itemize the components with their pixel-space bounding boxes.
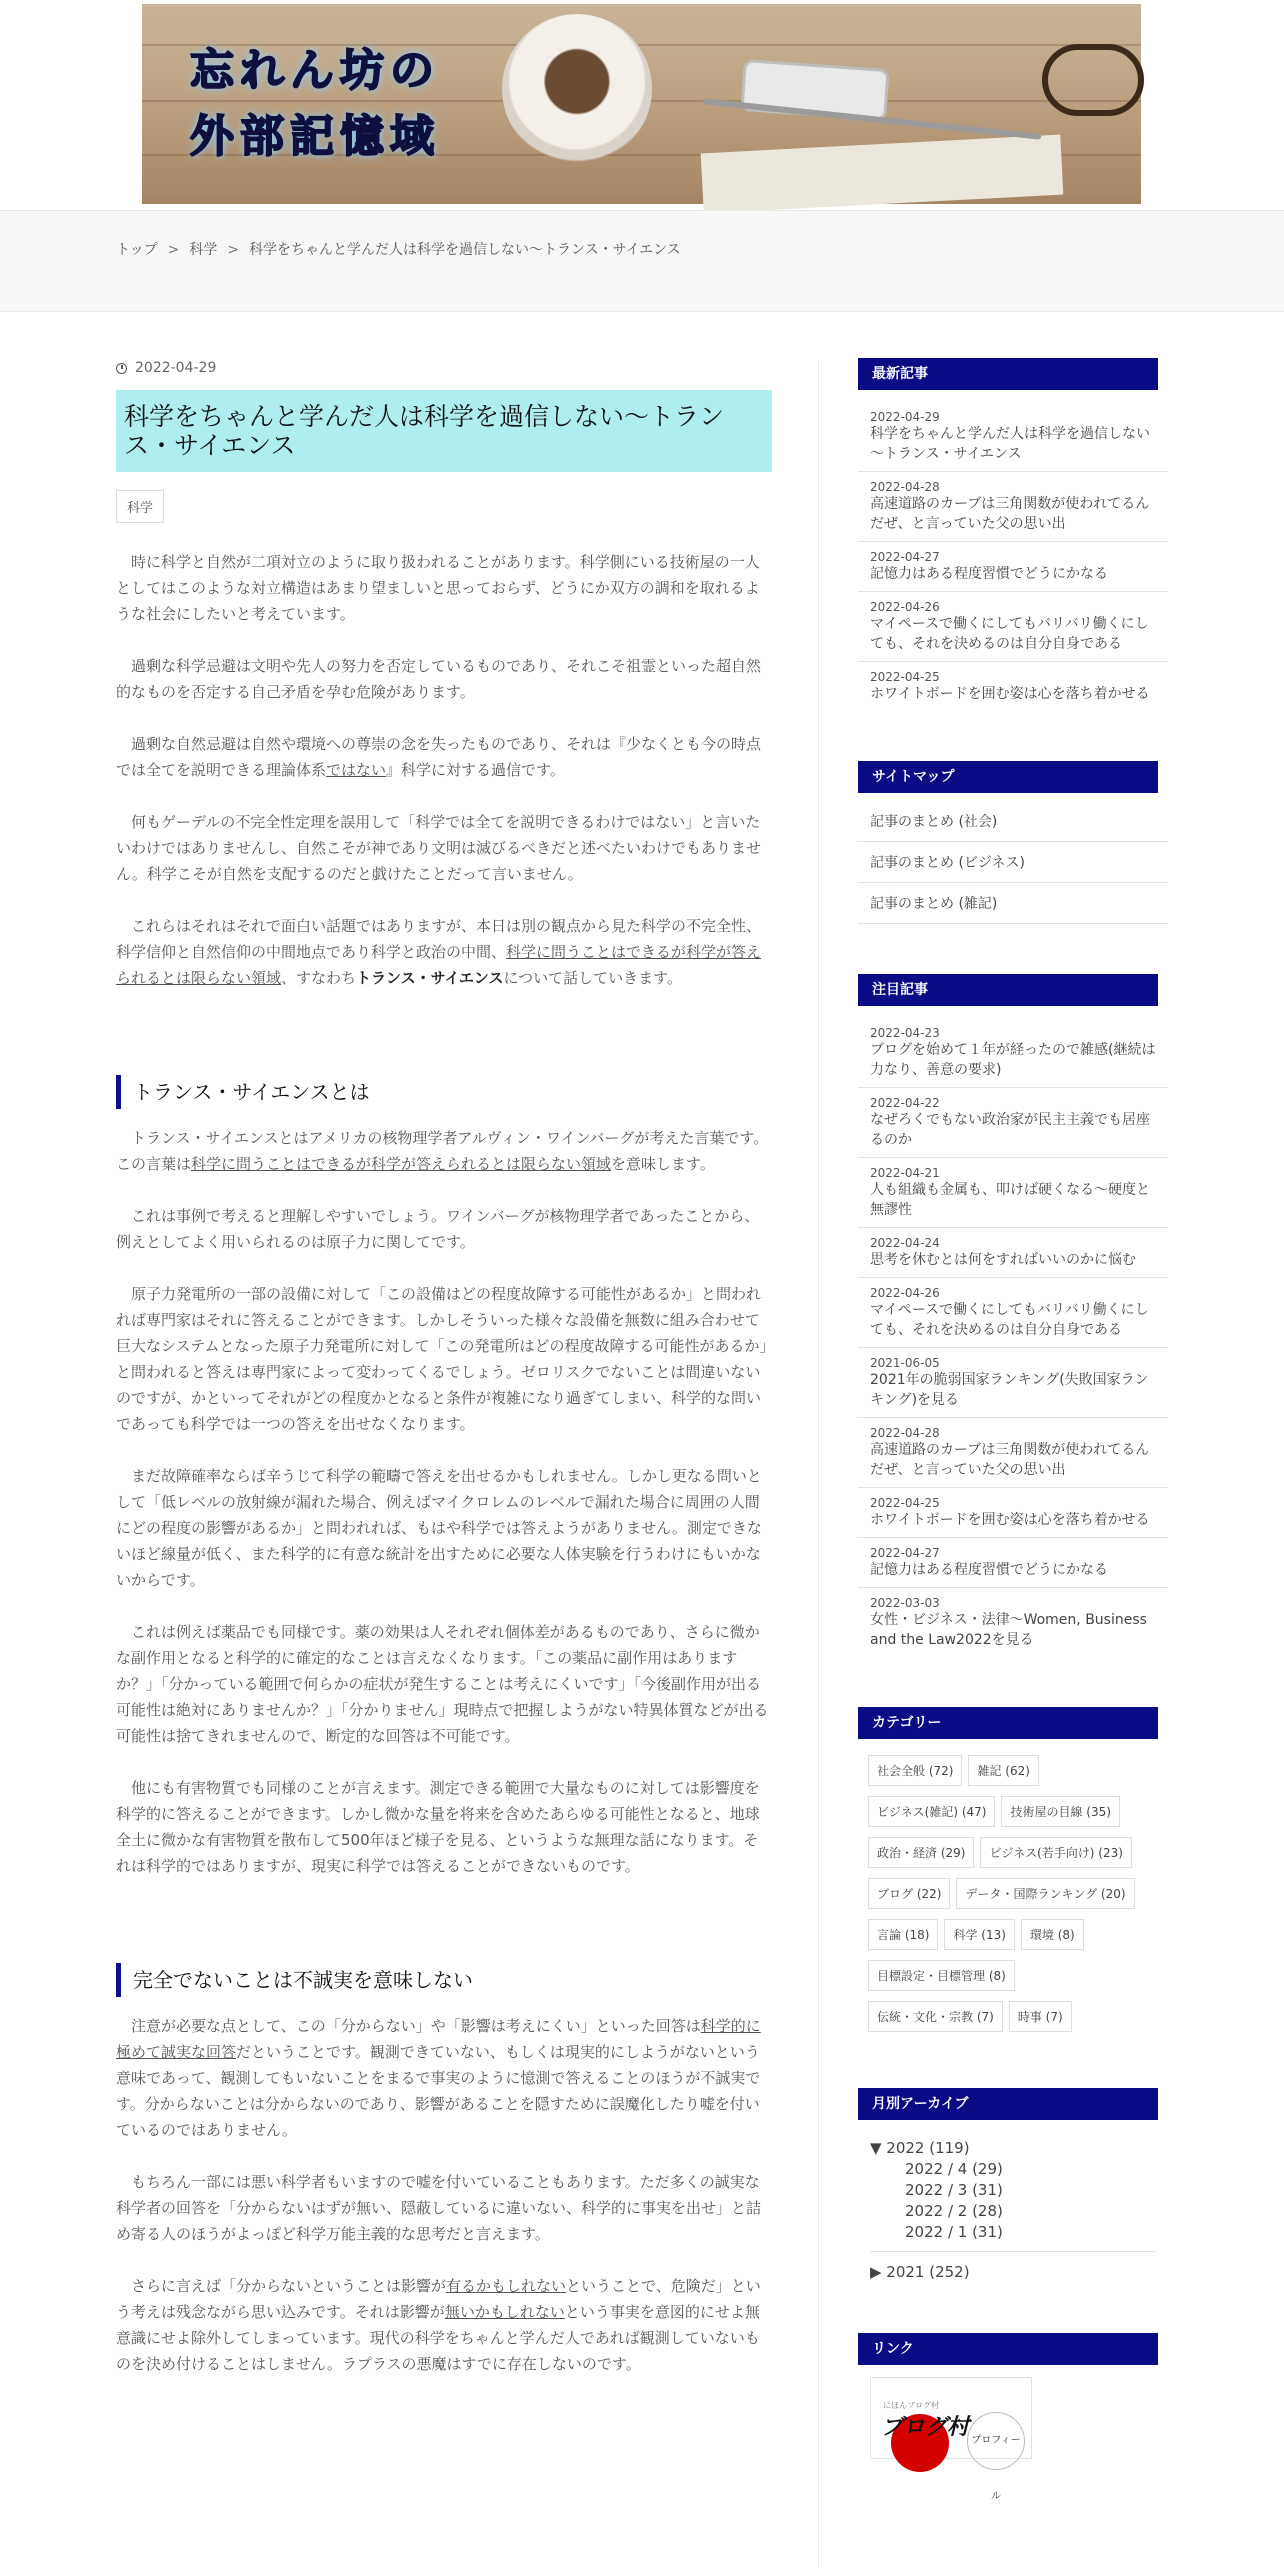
archive-month[interactable]: 2022 / 4 (29) xyxy=(905,2160,1003,2178)
widget-title: リンク xyxy=(858,2333,1158,2365)
archive-year-2021[interactable]: ▶ 2021 (252) xyxy=(870,2251,1156,2283)
widget-title: 注目記事 xyxy=(858,974,1158,1006)
paragraph: 注意が必要な点として、この「分からない」や「影響は考えにくい」といった回答は科学的に極めて誠実な回答だということです。観測できていない、もしくは現実的にしようがないという意味であって、観測してもいないことをまるで事実のように憶測で答えることのほうが不誠実です。分からないことは分からないのであり、影響があることを隠すために誤魔化したり嘘を付いているのではありません。 xyxy=(116,2017,761,2139)
paragraph: これは例えば薬品でも同様です。薬の効果は人それぞれ個体差があるものであり、さらに微かな副作用となると科学的に確定的なことは言えなくなります。「この薬品に副作用はありますか？」「分かっている範囲で何らかの症状が発生することは考えにくいです」「今後副作用が出る可能性は絶対にありませんか？」「分かりません」現時点で把握しようがない特異体質などが出る可能性は捨てきれませんので、断定的な回答は不可能です。 xyxy=(116,1623,769,1745)
category-tag[interactable]: 環境 (8) xyxy=(1021,1919,1084,1950)
widget-featured xyxy=(858,974,1168,1657)
glasses-image xyxy=(1042,44,1144,116)
trans-science-link[interactable]: 科学に問うことはできるが科学が答えられるとは限らない領域 xyxy=(116,943,762,987)
category-tag[interactable]: ビジネス(雑記) (47) xyxy=(868,1796,995,1827)
category-tag[interactable]: 言論 (18) xyxy=(868,1919,938,1950)
featured-item[interactable]: 2022-04-25 ホワイトボードを囲む姿は心を落ち着かせる xyxy=(858,1488,1168,1538)
article-tag[interactable]: 科学 xyxy=(116,490,164,523)
featured-item[interactable]: 2022-04-23 ブログを始めて１年が経ったので雑感(継続は力なり、善意の要求) xyxy=(858,1018,1168,1088)
header xyxy=(0,0,1284,210)
category-tag[interactable]: データ・国際ランキング (20) xyxy=(956,1878,1134,1909)
paragraph: トランス・サイエンスとはアメリカの核物理学者アルヴィン・ワインバーグが考えた言葉です。この言葉は科学に問うことはできるが科学が答えられるとは限らない領域を意味します。 xyxy=(116,1129,769,1173)
category-tag[interactable]: 政治・経済 (29) xyxy=(868,1837,974,1868)
category-tag[interactable]: ブログ (22) xyxy=(868,1878,950,1909)
latest-item[interactable]: 2022-04-29 科学をちゃんと学んだ人は科学を過信しない～トランス・サイエンス xyxy=(858,402,1168,472)
paragraph: 過剰な自然忌避は自然や環境への尊崇の念を失ったものであり、それは『少なくとも今の時点では全てを説明できる理論体系ではない』科学に対する過信です。 xyxy=(116,735,762,779)
column-divider xyxy=(818,360,819,2568)
sitemap-item[interactable]: 記事のまとめ (社会) xyxy=(858,801,1168,842)
category-tag[interactable]: 目標設定・目標管理 (8) xyxy=(868,1960,1015,1991)
coffee-cup-image xyxy=(502,14,652,164)
blogmura-banner[interactable]: にほんブログ村 ブログ村 プロフィール xyxy=(870,2377,1032,2459)
category-tag[interactable]: ビジネス(若手向け) (23) xyxy=(980,1837,1131,1868)
article-date: 2022-04-29 xyxy=(116,360,772,376)
archive-year-2022[interactable]: ▼ 2022 (119) xyxy=(870,2139,970,2157)
widget-categories xyxy=(858,1707,1168,2042)
category-tag[interactable]: 雑記 (62) xyxy=(968,1755,1038,1786)
paragraph: 他にも有害物質でも同様のことが言えます。測定できる範囲で大量なものに対しては影響度を科学的に答えることができます。しかし微かな量を将来を含めたあらゆる可能性となると、地球全土に微かな有害物質を散布して500年ほど様子を見る、というような無理な話になります。それは科学的ではありますが、現実に科学では答えることができないものです。 xyxy=(116,1779,760,1875)
breadcrumb-current: 科学をちゃんと学んだ人は科学を過信しない～トランス・サイエンス xyxy=(249,242,681,258)
paragraph: もちろん一部には悪い科学者もいますので嘘を付いていることもあります。ただ多くの誠実な科学者の回答を「分からないはずが無い、隠蔽しているに違いない、科学的に事実を出せ」と詰め寄る人のほうがよっぽど科学万能主義的な思考だと言えます。 xyxy=(116,2173,762,2243)
latest-item[interactable]: 2022-04-25 ホワイトボードを囲む姿は心を落ち着かせる xyxy=(870,670,1150,702)
featured-item[interactable]: 2022-04-24 思考を休むとは何をすればいいのかに悩む xyxy=(858,1228,1168,1278)
featured-item[interactable]: 2022-04-28 高速道路のカーブは三角関数が使われてるんだぜ、と言っていた父の思い出 xyxy=(858,1418,1168,1488)
featured-item[interactable]: 2022-03-03 女性・ビジネス・法律～Women, Business and the Law2022を見る xyxy=(870,1596,1147,1648)
paragraph: まだ故障確率ならば辛うじて科学の範疇で答えを出せるかもしれません。しかし更なる問いとして「低レベルの放射線が漏れた場合、例えばマイクロレムのレベルで漏れた場合に周囲の人間にどの程度の影響があるか」と問われれば、もはや科学では答えようがありません。測定できないほど線量が低く、また科学的に有意な統計を出すために必要な人体実験を行うわけにもいかないからです。 xyxy=(116,1467,762,1589)
paragraph: 時に科学と自然が二項対立のように取り扱われることがあります。科学側にいる技術屋の一人としてはこのような対立構造はあまり望ましいと思っておらず、どうにか双方の調和を取れるような社会にしたいと考えています。 xyxy=(116,553,760,623)
section-heading: トランス・サイエンスとは xyxy=(116,1075,772,1109)
site-logo: 忘れん坊の 外部記憶域 xyxy=(190,45,440,162)
widget-title: 月別アーカイブ xyxy=(858,2088,1158,2120)
category-tag[interactable]: 科学 (13) xyxy=(944,1919,1014,1950)
latest-item[interactable]: 2022-04-28 高速道路のカーブは三角関数が使われてるんだぜ、と言っていた父の思い出 xyxy=(858,472,1168,542)
category-tag[interactable]: 社会全般 (72) xyxy=(868,1755,962,1786)
breadcrumb-top[interactable]: トップ xyxy=(116,242,158,258)
widget-sitemap xyxy=(858,761,1168,924)
widget-archive xyxy=(858,2088,1168,2283)
widget-title: カテゴリー xyxy=(858,1707,1158,1739)
category-tag[interactable]: 伝統・文化・宗教 (7) xyxy=(868,2001,1003,2032)
sitemap-item[interactable]: 記事のまとめ (ビジネス) xyxy=(858,842,1168,883)
paragraph: 原子力発電所の一部の設備に対して「この設備はどの程度故障する可能性があるか」と問われれば専門家はそれに答えることができます。しかしそういった様々な設備を無数に組み合わせて巨大なシステムとなった原子力発電所に対して「この発電所はどの程度故障する可能性があるか」と問われると答えは専門家によって変わってくるでしょう。ゼロリスクでないことは間違いないのですが、かといってそれがどの程度かとなると条件が複雑になり過ぎてしまい、科学的な問いであっても科学では一つの答えを出せなくなります。 xyxy=(116,1285,768,1433)
breadcrumb-bar xyxy=(0,210,1284,312)
sitemap-item[interactable]: 記事のまとめ (雑記) xyxy=(858,883,1168,924)
latest-item[interactable]: 2022-04-27 記憶力はある程度習慣でどうにかなる xyxy=(858,542,1168,592)
clock-icon xyxy=(116,363,127,374)
featured-item[interactable]: 2022-04-27 記憶力はある程度習慣でどうにかなる xyxy=(858,1538,1168,1588)
sidebar xyxy=(858,358,1168,2502)
paragraph: 過剰な科学忌避は文明や先人の努力を否定しているものであり、それこそ祖霊といった超自然的なものを否定する自己矛盾を孕む危険があります。 xyxy=(116,657,762,701)
latest-item[interactable]: 2022-04-26 マイペースで働くにしてもバリバリ働くにしても、それを決めるのは自分自身である xyxy=(858,592,1168,662)
article xyxy=(116,360,772,2377)
category-tag[interactable]: 技術屋の目線 (35) xyxy=(1001,1796,1119,1827)
profile-badge[interactable]: プロフィール xyxy=(967,2412,1025,2470)
featured-item[interactable]: 2022-04-22 なぜろくでもない政治家が民主主義でも居座るのか xyxy=(858,1088,1168,1158)
featured-item[interactable]: 2022-04-21 人も組織も金属も、叩けば硬くなる～硬度と無謬性 xyxy=(858,1158,1168,1228)
category-tag[interactable]: 時事 (7) xyxy=(1009,2001,1072,2032)
breadcrumb-category[interactable]: 科学 xyxy=(189,242,218,258)
article-title: 科学をちゃんと学んだ人は科学を過信しない～トランス・サイエンス xyxy=(116,390,772,472)
trans-science-link[interactable]: 科学に問うことはできるが科学が答えられるとは限らない領域 xyxy=(191,1155,612,1173)
widget-links xyxy=(858,2333,1168,2502)
paragraph: さらに言えば「分からないということは影響が有るかもしれないということで、危険だ」という考えは残念ながら思い込みです。それは影響が無いかもしれないという事実を意図的にせよ無意識にせよ除外してしまっています。現代の科学をちゃんと学んだ人であれば観測していないものを決め付けることはしません。ラプラスの悪魔はすでに存在しないのです。 xyxy=(116,2277,761,2373)
featured-item[interactable]: 2021-06-05 2021年の脆弱国家ランキング(失敗国家ランキング)を見る xyxy=(858,1348,1168,1418)
breadcrumb: トップ > 科学 > 科学をちゃんと学んだ人は科学を過信しない～トランス・サイエンス xyxy=(116,242,681,258)
paragraph: これらはそれはそれで面白い話題ではありますが、本日は別の観点から見た科学の不完全性、科学信仰と自然信仰の中間地点であり科学と政治の中間、科学に問うことはできるが科学が答えられるとは限らない領域、すなわちトランス・サイエンスについて話していきます。 xyxy=(116,917,762,987)
featured-item[interactable]: 2022-04-26 マイペースで働くにしてもバリバリ働くにしても、それを決めるのは自分自身である xyxy=(858,1278,1168,1348)
paragraph: これは事例で考えると理解しやすいでしょう。ワインバーグが核物理学者であったことから、例えとしてよく用いられるのは原子力に関してです。 xyxy=(116,1207,760,1251)
widget-title: 最新記事 xyxy=(858,358,1158,390)
widget-latest xyxy=(858,358,1168,711)
archive-month[interactable]: 2022 / 1 (31) xyxy=(905,2223,1003,2241)
honest-answer-link[interactable]: 科学的に極めて誠実な回答 xyxy=(116,2017,761,2061)
widget-title: サイトマップ xyxy=(858,761,1158,793)
archive-month[interactable]: 2022 / 3 (31) xyxy=(905,2181,1003,2199)
header-banner[interactable] xyxy=(142,4,1141,204)
archive-month[interactable]: 2022 / 2 (28) xyxy=(905,2202,1003,2220)
section-heading: 完全でないことは不誠実を意味しない xyxy=(116,1963,772,1997)
paragraph: 何もゲーデルの不完全性定理を誤用して「科学では全てを説明できるわけではない」と言いたいわけではありませんし、自然こそが神であり文明は滅びるべきだと述べたいわけでもありません。科学こそが自然を支配するのだと戯けたことだって言いません。 xyxy=(116,813,762,883)
